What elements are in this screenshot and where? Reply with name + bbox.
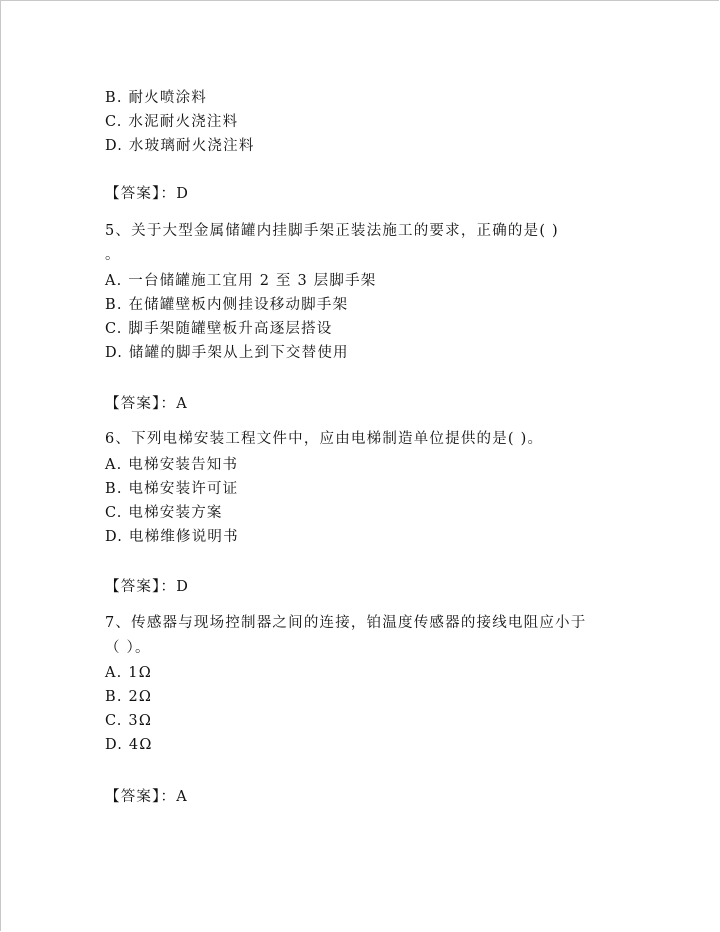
q7-option-b: B. 2Ω [105,689,153,705]
q5-stem: 5、关于大型金属储罐内挂脚手架正装法施工的要求，正确的是( ) [105,223,559,239]
q4-answer: 【答案】：D [105,186,190,202]
q5-option-a: A. 一台储罐施工宜用 2 至 3 层脚手架 [105,273,377,289]
q4-option-b: B. 耐火喷涂料 [105,90,207,106]
q6-option-b: B. 电梯安装许可证 [105,481,239,497]
q7-option-a: A. 1Ω [105,665,152,681]
q5-stem-cont: 。 [105,247,121,263]
q5-answer: 【答案】：A [105,396,188,412]
q7-stem-cont: （ ）。 [105,640,151,656]
q7-option-c: C. 3Ω [105,713,153,729]
q6-option-c: C. 电梯安装方案 [105,505,223,521]
q4-option-d: D. 水玻璃耐火浇注料 [105,138,255,154]
q7-answer: 【答案】：A [105,789,188,805]
q5-option-d: D. 储罐的脚手架从上到下交替使用 [105,345,349,361]
q6-option-a: A. 电梯安装告知书 [105,457,239,473]
q5-option-b: B. 在储罐壁板内侧挂设移动脚手架 [105,297,349,313]
q7-stem: 7、传感器与现场控制器之间的连接，铂温度传感器的接线电阻应小于 [105,615,587,631]
q6-answer: 【答案】：D [105,579,190,595]
q5-option-c: C. 脚手架随罐壁板升高逐层搭设 [105,321,333,337]
q7-option-d: D. 4Ω [105,737,153,753]
q6-option-d: D. 电梯维修说明书 [105,529,239,545]
q4-option-c: C. 水泥耐火浇注料 [105,114,239,130]
q6-stem: 6、下列电梯安装工程文件中，应由电梯制造单位提供的是( )。 [105,431,544,447]
